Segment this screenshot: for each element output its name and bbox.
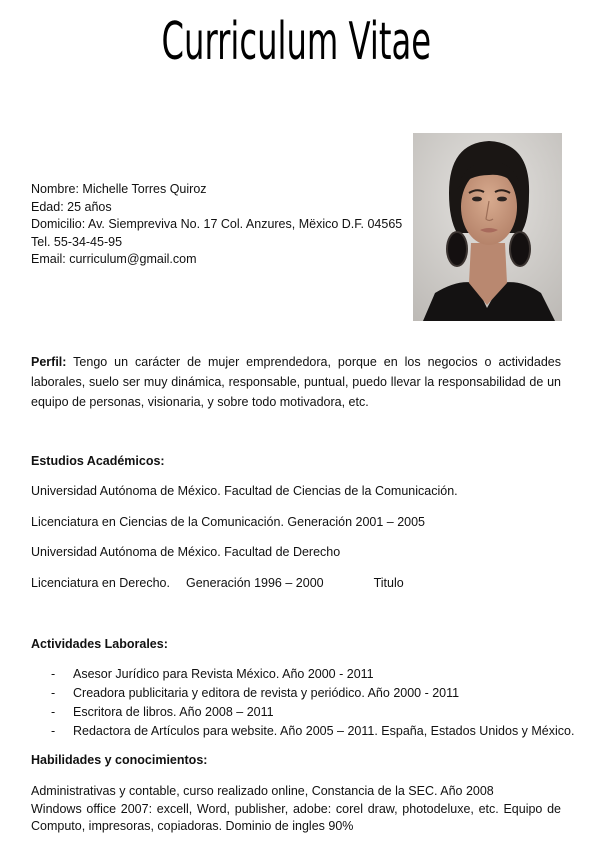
bullet-dash: - <box>51 667 56 681</box>
skills-line: Administrativas y contable, curso realizado online, Constancia de la SEC. Año 2008 <box>31 784 494 798</box>
address-line: Domicilio: Av. Siempreviva No. 17 Col. Anzures, Mëxico D.F. 04565 <box>31 217 403 231</box>
portrait-photo-icon <box>413 133 562 321</box>
list-item <box>31 684 574 703</box>
personal-info <box>31 181 402 269</box>
name-line: Nombre: Michelle Torres Quiroz <box>31 182 207 196</box>
law-degree: Licenciatura en Derecho. <box>31 576 170 590</box>
profile-photo <box>413 133 562 321</box>
education-entry-law <box>31 576 404 590</box>
bullet-dash: - <box>51 724 56 738</box>
education-heading: Estudios Académicos: <box>31 454 165 468</box>
work-list <box>31 665 574 741</box>
skills-heading: Habilidades y conocimientos: <box>31 753 208 767</box>
work-item-text: Escritora de libros. Año 2008 – 2011 <box>73 705 274 719</box>
profile-paragraph <box>31 352 561 412</box>
education-entry: Universidad Autónoma de México. Facultad de Derecho <box>31 545 341 559</box>
education-entry: Licenciatura en Ciencias de la Comunicación. Generación 2001 – 2005 <box>31 515 426 529</box>
profile-label: Perfil: <box>31 355 67 369</box>
work-item-text: Creadora publicitaria y editora de revista y periódico. Año 2000 - 2011 <box>73 686 460 700</box>
list-item <box>31 703 574 722</box>
age-line: Edad: 25 años <box>31 199 112 214</box>
phone-line: Tel. 55-34-45-95 <box>31 234 123 249</box>
bullet-dash: - <box>51 686 56 700</box>
work-heading: Actividades Laborales: <box>31 637 168 651</box>
profile-text: Tengo un carácter de mujer emprendedora, porque en los negocios o actividades laborales, suelo ser muy dinámica, responsable, puntual, puedo llevar la responsabilidad de un equipo de personas, visionaria, y sobre todo motivadora, etc. <box>31 355 561 409</box>
list-item <box>31 665 574 684</box>
work-item-text: Asesor Jurídico para Revista México. Año 2000 - 2011 <box>73 667 374 681</box>
education-entry: Universidad Autónoma de México. Facultad de Ciencias de la Comunicación. <box>31 484 458 498</box>
work-item-text: Redactora de Artículos para website. Año 2005 – 2011. España, Estados Unidos y México. <box>73 724 575 738</box>
law-generation: Generación 1996 – 2000 <box>185 576 324 590</box>
law-status: Titulo <box>373 576 404 590</box>
skills-line: Windows office 2007: excell, Word, publisher, adobe: corel draw, photodeluxe, etc. Equipo de Computo, impresoras, copiadoras. Dominio de ingles 90% <box>31 801 561 833</box>
page-title: Curriculum Vitae <box>161 12 432 72</box>
list-item <box>31 722 574 741</box>
bullet-dash: - <box>51 705 56 719</box>
email-line: Email: curriculum@gmail.com <box>31 252 197 266</box>
skills-text <box>31 783 561 836</box>
